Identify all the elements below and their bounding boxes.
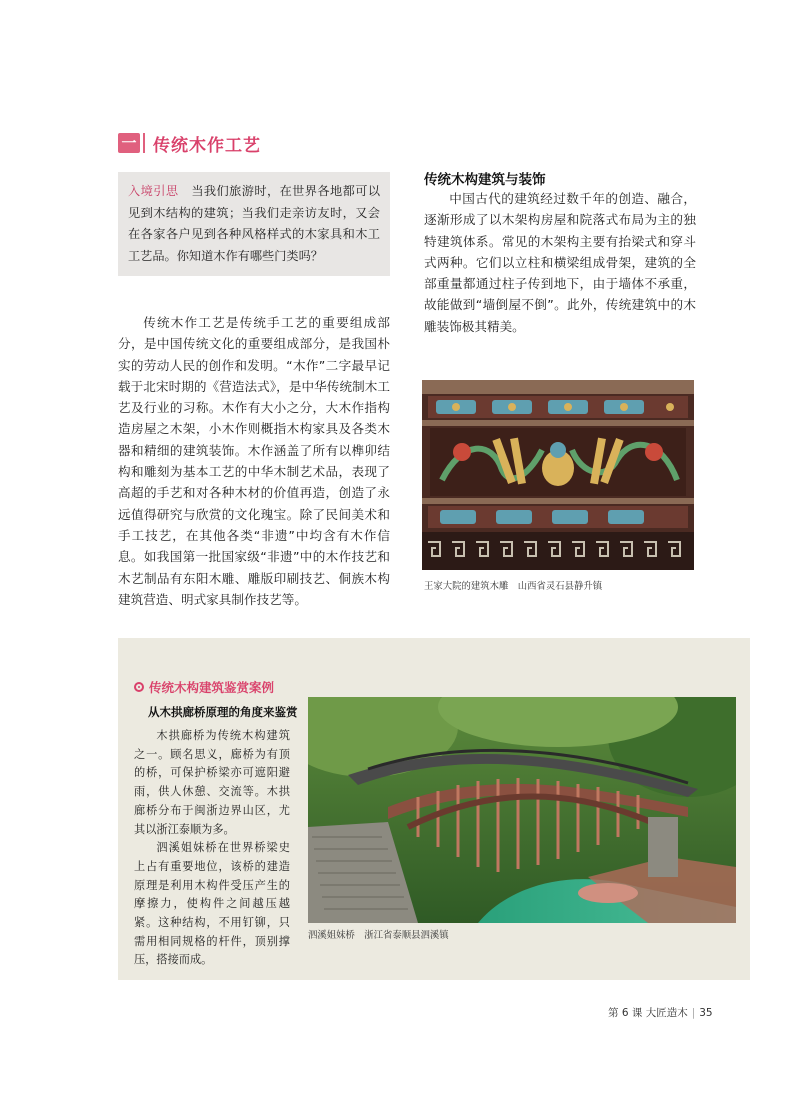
bridge-caption: 泗溪姐妹桥 浙江省泰顺县泗溪镇 — [308, 930, 449, 941]
target-icon — [134, 682, 144, 692]
intro-text: 当我们旅游时，在世界各地都可以见到木结构的建筑；当我们走亲访友时，又会在各家各户见到各种风格样式的木家具和木工工艺品。你知道木作有哪些门类吗？ — [128, 184, 381, 263]
section-divider — [143, 133, 145, 153]
body-paragraph-left: 传统木作工艺是传统手工艺的重要组成部分，是中国传统文化的重要组成部分，是我国朴实的劳动人民的创作和发明。“木作”二字最早记载于北宋时期的《营造法式》，是中华传统制木工艺及行业的习称。木作有大小之分，大木作指构造房屋之木架，小木作则概指木构家具及各类木器和精细的建筑装饰。木作涵盖了所有以榫卯结构和雕刻为基本工艺的中华木制艺术品，表现了高超的手艺和对各种木材的价值再造，创造了永远值得研究与欣赏的文化瑰宝。除了民间美术和手工技艺，在其他各类“非遗”中均含有木作信息。如我国第一批国家级“非遗”中的木作技艺和木艺制品有东阳木雕、雕版印刷技艺、侗族木构建筑营造、明式家具制作技艺等。 — [118, 315, 390, 607]
page-number: 35 — [699, 1007, 713, 1019]
section-title: 传统木作工艺 — [153, 135, 261, 156]
case-study-title — [134, 678, 274, 696]
case-study-paragraph-1: 木拱廊桥为传统木构建筑之一。顾名思义，廊桥为有顶的桥，可保护桥梁亦可遮阳避雨，供人休憩、交流等。木拱廊桥分布于闽浙边界山区，尤其以浙江泰顺为多。 — [134, 729, 290, 836]
case-study-title-text: 传统木构建筑鉴赏案例 — [149, 680, 275, 695]
case-study-text — [134, 727, 290, 970]
body-paragraph-right: 中国古代的建筑经过数千年的创造、融合，逐渐形成了以木架构房屋和院落式布局为主的独特建筑体系。常见的木架构主要有抬梁式和穿斗式两种。它们以立柱和横梁组成骨架，建筑的全部重量都通过柱子传到地下，由于墙体不承重，故能做到“墙倒屋不倒”。此外，传统建筑中的木雕装饰极其精美。 — [424, 191, 696, 334]
covered-bridge-image — [308, 697, 736, 923]
section-number: 一 — [118, 133, 140, 153]
intro-label: 入境引思 — [128, 184, 179, 198]
carving-caption: 王家大院的建筑木雕 山西省灵石县静升镇 — [424, 581, 603, 592]
case-study-subtitle: 从木拱廊桥原理的角度来鉴赏 — [148, 705, 298, 719]
section-header — [118, 132, 261, 154]
footer-separator: | — [691, 1007, 696, 1019]
intro-box — [118, 172, 390, 276]
case-study-paragraph-2: 泗溪姐妹桥在世界桥梁史上占有重要地位，该桥的建造原理是利用木构件受压产生的摩擦力，使构件之间越压越紧。这种结构，不用钉铆，只需用相同规格的杆件，顶别撑压，搭接而成。 — [134, 841, 290, 967]
wood-carving-image — [422, 380, 694, 570]
right-heading: 传统木构建筑与装饰 — [424, 172, 546, 188]
page-footer — [608, 1005, 713, 1020]
lesson-label: 第 6 课 大匠造木 — [608, 1007, 688, 1019]
